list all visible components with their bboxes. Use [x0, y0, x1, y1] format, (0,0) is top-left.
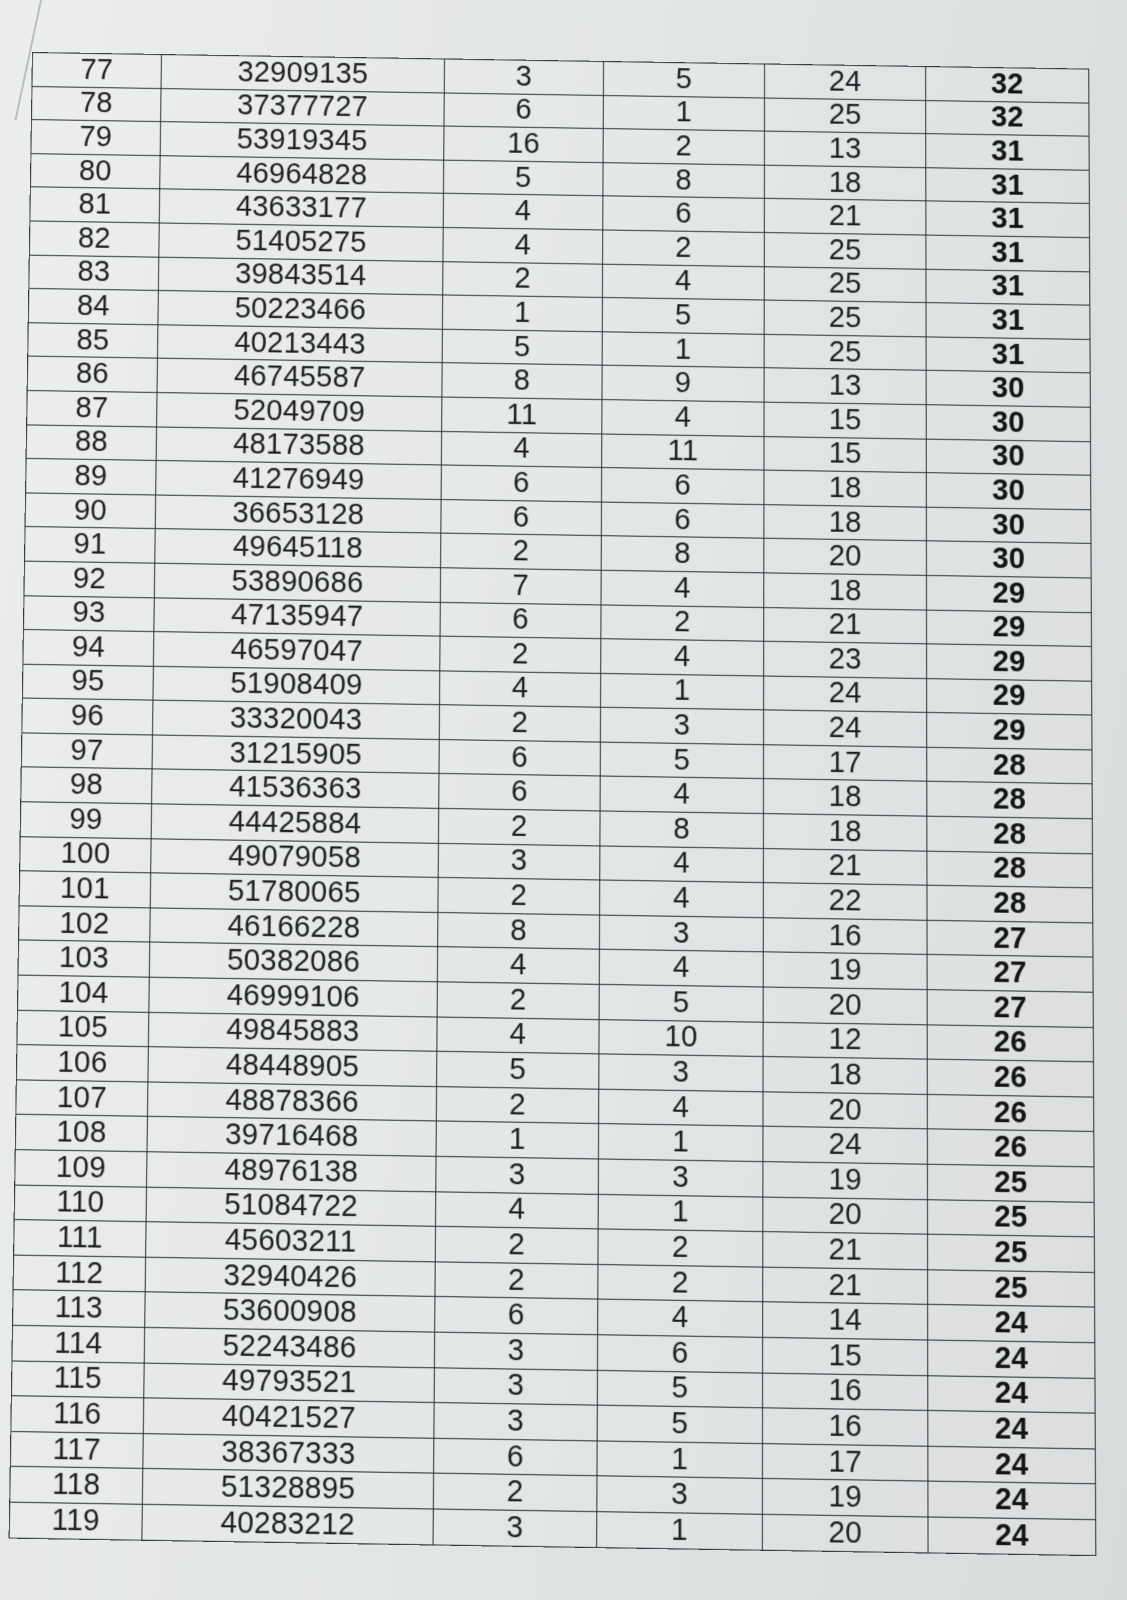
- total-cell: 29: [926, 575, 1091, 612]
- value-b-cell: 2: [598, 1229, 763, 1267]
- total-cell: 25: [927, 1164, 1094, 1202]
- total-cell: 24: [928, 1481, 1096, 1519]
- value-a-cell: 6: [439, 739, 600, 776]
- row-number-cell: 80: [30, 153, 160, 189]
- row-number-cell: 99: [20, 802, 151, 839]
- value-b-cell: 4: [600, 846, 764, 883]
- total-cell: 31: [926, 303, 1090, 340]
- row-number-cell: 107: [16, 1080, 148, 1117]
- value-c-cell: 19: [762, 1479, 928, 1517]
- value-c-cell: 18: [764, 165, 925, 201]
- id-number-cell: 48976138: [147, 1152, 437, 1192]
- row-number-cell: 100: [20, 836, 151, 873]
- value-a-cell: 6: [435, 1297, 598, 1335]
- value-b-cell: 2: [601, 604, 764, 641]
- total-cell: 26: [927, 1094, 1093, 1132]
- value-a-cell: 11: [442, 397, 602, 434]
- id-number-cell: 44425884: [151, 804, 439, 843]
- row-number-cell: 102: [19, 906, 151, 943]
- value-b-cell: 4: [599, 1089, 763, 1127]
- row-number-cell: 81: [30, 187, 160, 223]
- value-b-cell: 3: [598, 1159, 763, 1197]
- total-cell: 30: [926, 405, 1090, 442]
- row-number-cell: 110: [14, 1185, 146, 1222]
- id-number-cell: 39843514: [158, 257, 443, 295]
- value-a-cell: 4: [443, 227, 603, 263]
- value-c-cell: 18: [763, 779, 926, 816]
- value-c-cell: 25: [764, 266, 926, 302]
- row-number-cell: 85: [28, 322, 158, 358]
- value-a-cell: 7: [440, 568, 601, 605]
- value-c-cell: 18: [763, 1057, 927, 1095]
- value-b-cell: 5: [600, 742, 763, 779]
- value-c-cell: 23: [764, 641, 927, 678]
- id-number-cell: 51084722: [146, 1187, 436, 1227]
- id-number-cell: 50382086: [149, 942, 437, 981]
- total-cell: 24: [928, 1305, 1095, 1343]
- value-a-cell: 3: [436, 1156, 599, 1194]
- value-b-cell: 3: [600, 708, 763, 745]
- value-b-cell: 2: [603, 230, 765, 266]
- value-c-cell: 19: [763, 952, 927, 989]
- id-number-cell: 32940426: [145, 1257, 435, 1297]
- total-cell: 24: [928, 1517, 1096, 1555]
- value-c-cell: 17: [762, 1443, 927, 1481]
- total-cell: 24: [928, 1340, 1095, 1378]
- value-a-cell: 6: [434, 1438, 598, 1476]
- value-b-cell: 6: [601, 468, 763, 505]
- value-c-cell: 16: [763, 1373, 928, 1411]
- total-cell: 26: [927, 1024, 1093, 1062]
- value-a-cell: 3: [434, 1367, 597, 1405]
- total-cell: 28: [927, 816, 1093, 853]
- value-b-cell: 1: [597, 1512, 763, 1550]
- value-c-cell: 20: [763, 987, 927, 1024]
- value-a-cell: 2: [433, 1473, 597, 1511]
- value-c-cell: 19: [763, 1162, 928, 1200]
- value-b-cell: 9: [602, 365, 764, 402]
- value-b-cell: 5: [599, 984, 763, 1021]
- id-number-cell: 51328895: [142, 1469, 433, 1509]
- total-cell: 32: [926, 100, 1089, 136]
- value-b-cell: 3: [599, 915, 763, 952]
- value-c-cell: 21: [764, 199, 926, 235]
- value-a-cell: 2: [438, 808, 600, 845]
- value-b-cell: 5: [603, 61, 764, 97]
- value-b-cell: 8: [601, 536, 764, 573]
- total-cell: 29: [927, 678, 1092, 715]
- value-a-cell: 8: [442, 363, 602, 400]
- value-a-cell: 5: [443, 160, 603, 196]
- value-b-cell: 1: [598, 1194, 763, 1232]
- value-c-cell: 20: [763, 1197, 928, 1235]
- value-b-cell: 2: [598, 1264, 763, 1302]
- value-c-cell: 25: [764, 232, 926, 268]
- value-c-cell: 13: [764, 368, 926, 405]
- total-cell: 30: [926, 507, 1091, 544]
- row-number-cell: 87: [27, 390, 157, 426]
- value-c-cell: 15: [764, 402, 926, 439]
- total-cell: 28: [927, 885, 1093, 922]
- value-b-cell: 5: [597, 1405, 762, 1443]
- value-a-cell: 16: [444, 126, 603, 162]
- total-cell: 31: [926, 167, 1090, 203]
- row-number-cell: 92: [24, 561, 155, 597]
- total-cell: 27: [927, 920, 1093, 957]
- value-b-cell: 1: [597, 1441, 763, 1479]
- value-b-cell: 1: [598, 1124, 763, 1162]
- id-number-cell: 52049709: [157, 392, 442, 431]
- row-number-cell: 119: [9, 1502, 142, 1540]
- value-b-cell: 8: [603, 162, 765, 198]
- value-c-cell: 24: [764, 710, 927, 747]
- value-b-cell: 1: [603, 95, 764, 131]
- id-number-cell: 40283212: [142, 1504, 433, 1544]
- total-cell: 28: [927, 851, 1093, 888]
- id-number-cell: 53919345: [160, 122, 444, 160]
- total-cell: 28: [927, 747, 1092, 784]
- value-c-cell: 24: [765, 64, 926, 100]
- row-number-cell: 105: [17, 1010, 149, 1047]
- id-number-cell: 46166228: [150, 908, 438, 947]
- value-b-cell: 8: [600, 811, 764, 848]
- value-b-cell: 3: [599, 1054, 763, 1092]
- total-cell: 29: [927, 610, 1092, 647]
- row-number-cell: 97: [21, 733, 152, 770]
- id-number-cell: 51405275: [159, 223, 443, 261]
- value-c-cell: 21: [763, 848, 927, 885]
- row-number-cell: 82: [29, 221, 159, 257]
- value-c-cell: 20: [764, 539, 927, 576]
- total-cell: 24: [928, 1446, 1096, 1484]
- value-a-cell: 2: [436, 1086, 598, 1124]
- value-a-cell: 6: [440, 602, 601, 639]
- value-b-cell: 4: [602, 264, 764, 300]
- id-number-cell: 36653128: [155, 495, 441, 534]
- total-cell: 31: [926, 235, 1090, 271]
- row-number-cell: 114: [12, 1325, 145, 1362]
- id-number-cell: 39716468: [147, 1117, 436, 1157]
- row-number-cell: 115: [11, 1361, 144, 1398]
- total-cell: 27: [927, 990, 1093, 1027]
- total-cell: 30: [926, 473, 1091, 510]
- value-a-cell: 4: [437, 1017, 599, 1054]
- value-a-cell: 2: [437, 982, 599, 1019]
- value-a-cell: 2: [440, 636, 601, 673]
- value-a-cell: 2: [441, 533, 602, 570]
- value-a-cell: 3: [434, 1332, 597, 1370]
- id-number-cell: 46597047: [153, 632, 440, 671]
- value-b-cell: 4: [602, 399, 764, 436]
- value-a-cell: 2: [439, 705, 600, 742]
- value-b-cell: 4: [600, 776, 763, 813]
- value-c-cell: 18: [764, 470, 926, 507]
- id-number-cell: 32909135: [161, 55, 444, 93]
- total-cell: 31: [926, 269, 1090, 305]
- total-cell: 31: [926, 201, 1090, 237]
- value-c-cell: 12: [763, 1022, 927, 1059]
- row-number-cell: 112: [13, 1255, 146, 1292]
- value-b-cell: 1: [601, 673, 764, 710]
- row-number-cell: 91: [25, 527, 156, 563]
- row-number-cell: 78: [31, 86, 161, 122]
- row-number-cell: 77: [32, 53, 162, 89]
- total-cell: 32: [926, 67, 1089, 103]
- value-c-cell: 24: [764, 676, 927, 713]
- id-number-cell: 51780065: [150, 873, 438, 912]
- value-b-cell: 4: [601, 639, 764, 676]
- row-number-cell: 86: [27, 356, 157, 392]
- total-cell: 25: [928, 1270, 1095, 1308]
- row-number-cell: 98: [21, 767, 152, 804]
- value-c-cell: 21: [763, 1232, 928, 1270]
- total-cell: 28: [927, 782, 1093, 819]
- value-c-cell: 21: [764, 607, 927, 644]
- value-a-cell: 4: [440, 671, 601, 708]
- value-a-cell: 3: [434, 1403, 597, 1441]
- value-b-cell: 6: [601, 502, 764, 539]
- value-c-cell: 20: [762, 1514, 928, 1552]
- value-c-cell: 15: [764, 436, 926, 473]
- row-number-cell: 89: [26, 459, 157, 495]
- row-number-cell: 94: [23, 630, 154, 666]
- id-number-cell: 40421527: [143, 1398, 434, 1438]
- id-number-cell: 46964828: [160, 155, 444, 193]
- total-cell: 30: [926, 541, 1091, 578]
- value-a-cell: 1: [436, 1121, 599, 1159]
- row-number-cell: 111: [14, 1220, 146, 1257]
- results-table: [9, 52, 1097, 1556]
- value-a-cell: 8: [438, 912, 600, 949]
- value-b-cell: 5: [602, 298, 764, 334]
- id-number-cell: 49793521: [144, 1363, 435, 1403]
- total-cell: 31: [926, 337, 1090, 374]
- row-number-cell: 109: [15, 1150, 147, 1187]
- row-number-cell: 83: [29, 255, 159, 291]
- value-a-cell: 6: [441, 465, 602, 502]
- value-b-cell: 6: [603, 196, 765, 232]
- value-c-cell: 15: [763, 1337, 928, 1375]
- id-number-cell: 46745587: [157, 358, 442, 396]
- row-number-cell: 88: [26, 424, 156, 460]
- value-b-cell: 4: [601, 570, 764, 607]
- id-number-cell: 53600908: [145, 1292, 435, 1332]
- value-a-cell: 4: [441, 431, 601, 468]
- value-a-cell: 5: [442, 329, 602, 365]
- value-a-cell: 2: [435, 1262, 598, 1300]
- value-c-cell: 21: [763, 1267, 928, 1305]
- total-cell: 31: [926, 134, 1089, 170]
- total-cell: 24: [928, 1375, 1095, 1413]
- value-a-cell: 5: [437, 1051, 599, 1089]
- value-a-cell: 3: [444, 59, 603, 95]
- row-number-cell: 79: [31, 120, 161, 156]
- id-number-cell: 45603211: [146, 1222, 436, 1262]
- value-a-cell: 2: [435, 1226, 598, 1264]
- value-b-cell: 4: [598, 1299, 763, 1337]
- id-number-cell: 37377727: [161, 88, 445, 126]
- id-number-cell: 41536363: [152, 769, 439, 808]
- row-number-cell: 96: [22, 698, 153, 735]
- row-number-cell: 103: [18, 940, 150, 977]
- total-cell: 29: [927, 713, 1092, 750]
- id-number-cell: 48878366: [147, 1082, 436, 1122]
- value-a-cell: 3: [433, 1509, 597, 1547]
- total-cell: 25: [927, 1199, 1094, 1237]
- id-number-cell: 46999106: [149, 977, 438, 1016]
- value-c-cell: 25: [764, 300, 926, 336]
- value-c-cell: 18: [764, 504, 927, 541]
- row-number-cell: 95: [22, 664, 153, 700]
- value-a-cell: 2: [438, 878, 600, 915]
- value-b-cell: 5: [597, 1370, 762, 1408]
- row-number-cell: 116: [11, 1396, 144, 1434]
- id-number-cell: 47135947: [154, 597, 440, 636]
- value-a-cell: 6: [441, 499, 602, 536]
- table-container: [9, 52, 1120, 1556]
- id-number-cell: 53890686: [154, 563, 440, 602]
- value-c-cell: 16: [763, 918, 927, 955]
- value-a-cell: 4: [437, 947, 599, 984]
- total-cell: 29: [927, 644, 1092, 681]
- total-cell: 26: [927, 1129, 1094, 1167]
- value-b-cell: 4: [600, 880, 764, 917]
- table-body: [9, 53, 1096, 1556]
- row-number-cell: 108: [15, 1115, 147, 1152]
- total-cell: 26: [927, 1059, 1093, 1097]
- id-number-cell: 40213443: [157, 325, 442, 363]
- row-number-cell: 113: [12, 1290, 145, 1327]
- value-c-cell: 18: [763, 814, 927, 851]
- total-cell: 30: [926, 439, 1090, 476]
- value-b-cell: 1: [602, 332, 764, 369]
- id-number-cell: 41276949: [156, 461, 442, 500]
- row-number-cell: 90: [25, 493, 156, 529]
- row-number-cell: 101: [19, 871, 151, 908]
- row-number-cell: 117: [10, 1431, 143, 1469]
- row-number-cell: 118: [10, 1467, 143, 1505]
- value-a-cell: 6: [444, 93, 603, 129]
- value-a-cell: 2: [443, 261, 603, 297]
- id-number-cell: 49079058: [151, 838, 439, 877]
- value-b-cell: 3: [597, 1476, 763, 1514]
- value-c-cell: 14: [763, 1302, 928, 1340]
- value-b-cell: 6: [597, 1335, 762, 1373]
- value-b-cell: 4: [599, 950, 763, 987]
- value-c-cell: 20: [763, 1092, 927, 1130]
- id-number-cell: 48448905: [148, 1047, 437, 1087]
- total-cell: 25: [928, 1234, 1095, 1272]
- id-number-cell: 31215905: [152, 735, 439, 774]
- value-a-cell: 1: [442, 295, 602, 331]
- value-c-cell: 25: [764, 334, 926, 371]
- value-a-cell: 3: [438, 843, 600, 880]
- row-number-cell: 93: [23, 595, 154, 631]
- value-a-cell: 6: [439, 774, 601, 811]
- value-a-cell: 4: [435, 1191, 598, 1229]
- value-c-cell: 13: [764, 131, 925, 167]
- total-cell: 30: [926, 371, 1090, 408]
- id-number-cell: 43633177: [159, 189, 443, 227]
- row-number-cell: 104: [17, 975, 149, 1012]
- value-b-cell: 2: [603, 129, 764, 165]
- value-c-cell: 16: [762, 1408, 927, 1446]
- id-number-cell: 48173588: [156, 426, 442, 465]
- row-number-cell: 106: [16, 1045, 148, 1082]
- value-b-cell: 11: [602, 434, 764, 471]
- row-number-cell: 84: [28, 289, 158, 325]
- value-c-cell: 25: [764, 98, 925, 134]
- id-number-cell: 50223466: [158, 291, 443, 329]
- value-a-cell: 4: [443, 194, 603, 230]
- id-number-cell: 49645118: [155, 529, 441, 568]
- value-c-cell: 18: [764, 573, 927, 610]
- id-number-cell: 52243486: [144, 1327, 434, 1367]
- value-b-cell: 10: [599, 1019, 763, 1056]
- value-c-cell: 17: [763, 745, 926, 782]
- value-c-cell: 22: [763, 883, 927, 920]
- value-c-cell: 24: [763, 1127, 927, 1165]
- id-number-cell: 51908409: [153, 666, 440, 705]
- id-number-cell: 33320043: [152, 700, 439, 739]
- total-cell: 27: [927, 955, 1093, 992]
- id-number-cell: 38367333: [143, 1433, 434, 1473]
- total-cell: 24: [928, 1411, 1095, 1449]
- id-number-cell: 49845883: [148, 1012, 437, 1051]
